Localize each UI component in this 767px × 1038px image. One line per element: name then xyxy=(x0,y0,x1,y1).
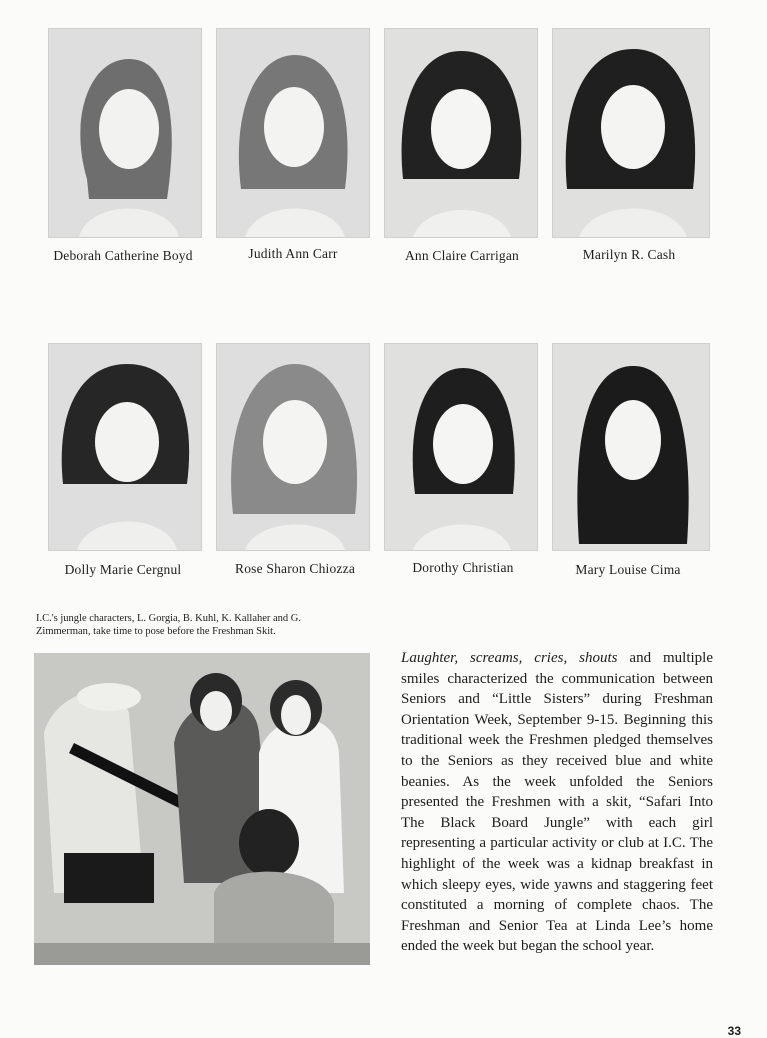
article-body: and multiple smiles characterized the communication between Seniors and “Little Sisters” during Freshman Orientation Week, September 9-15. Beginning this traditional week the Freshmen pledged themselves to the Seniors as they received blue and white beanies. As the week unfolded the Seniors presented the Freshmen with a skit, “Safari Into The Black Board Jungle” with each girl representing a particular activity or club at I.C. The highlight of the week was a kidnap breakfast in which sleepy eyes, wide yawns and staggering feet constituted a morning of complete chaos. The Freshman and Senior Tea at Linda Lee’s home ended the week but began the school year. xyxy=(401,650,713,955)
portrait-name: Dorothy Christian xyxy=(412,560,514,575)
page-number: 33 xyxy=(727,1024,741,1038)
portrait-photo xyxy=(216,343,370,551)
portrait-photo xyxy=(48,343,202,551)
article-lead-italic: Laughter, screams, cries, shouts xyxy=(401,650,618,666)
portrait-photo xyxy=(552,28,710,238)
portrait-name: Rose Sharon Chiozza xyxy=(234,561,356,576)
portrait-name: Marilyn R. Cash xyxy=(582,247,676,262)
portrait-name: Deborah Catherine Boyd xyxy=(53,248,193,263)
article-text xyxy=(401,648,713,957)
caption-line: I.C.'s jungle characters, L. Gorgia, B. Kuhl, K. Kallaher and G. xyxy=(36,613,302,624)
portrait-photo xyxy=(48,28,202,238)
portrait-name: Ann Claire Carrigan xyxy=(404,248,519,263)
portrait-name: Dolly Marie Cergnul xyxy=(64,562,182,577)
caption-line: Zimmerman, take time to pose before the Freshman Skit. xyxy=(36,626,276,637)
group-photo xyxy=(34,653,370,965)
portrait-photo xyxy=(216,28,370,238)
portrait-photo xyxy=(384,28,538,238)
portrait-name: Judith Ann Carr xyxy=(248,246,338,261)
portrait-photo xyxy=(552,343,710,551)
photo-caption xyxy=(36,612,381,638)
portrait-photo xyxy=(384,343,538,551)
portrait-name: Mary Louise Cima xyxy=(575,562,681,577)
